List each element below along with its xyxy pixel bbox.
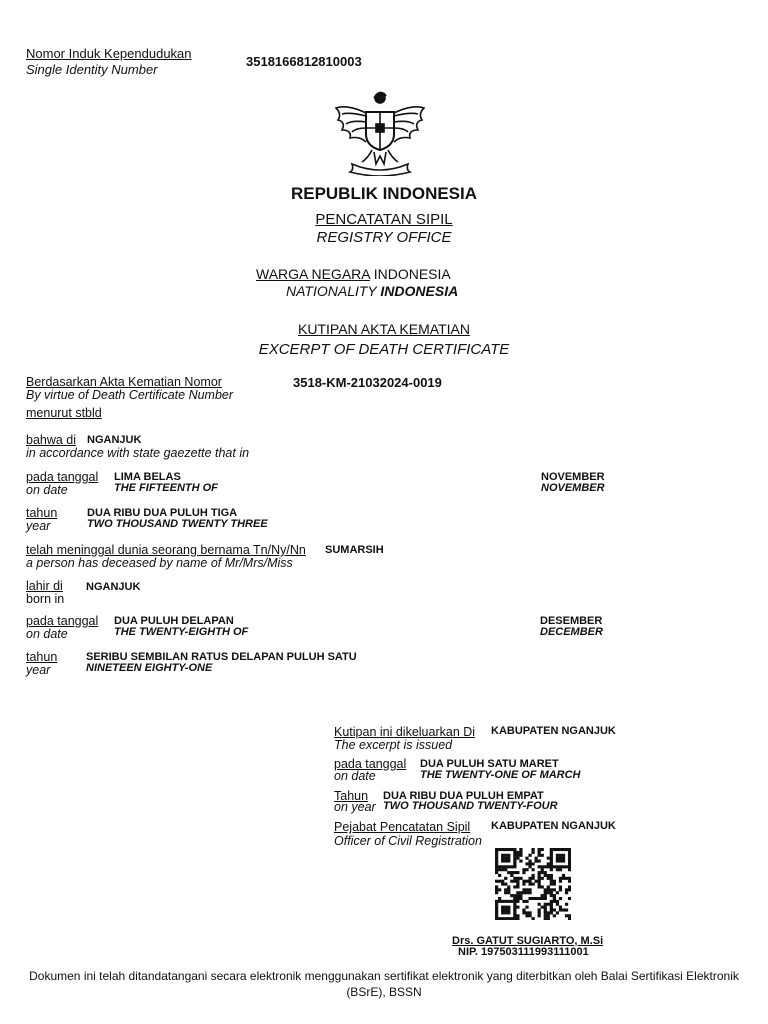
e-signature-notice: Dokumen ini telah ditandatangani secara elektronik menggunakan sertifikat elektronik yang diterbitkan oleh Balai Sertifikasi Elektronik (BSrE), BSSN	[29, 969, 739, 999]
death-year-value: DUA RIBU DUA PULUH TIGA	[87, 507, 238, 519]
signer-nip: NIP. 197503111993111001	[458, 946, 589, 958]
qr-code-icon	[495, 848, 571, 920]
born-place: NGANJUK	[86, 581, 141, 593]
death-month: NOVEMBER	[541, 471, 605, 483]
birth-date-label: pada tanggal	[26, 614, 99, 628]
cert-label-en: By virtue of Death Certificate Number	[26, 388, 234, 402]
birth-year-value: SERIBU SEMBILAN RATUS DELAPAN PULUH SATU	[86, 651, 357, 663]
death-month-en: NOVEMBER	[541, 482, 605, 494]
office-title-en: REGISTRY OFFICE	[316, 229, 452, 246]
nationality-value: INDONESIA	[373, 266, 451, 282]
issued-label-en: The excerpt is issued	[334, 738, 453, 752]
issue-year-label-en: on year	[334, 800, 376, 814]
birth-date-value: DUA PULUH DELAPAN	[114, 615, 234, 627]
stbld-label: menurut stbld	[26, 406, 102, 420]
deceased-label-en: a person has deceased by name of Mr/Mrs/Miss	[26, 556, 293, 570]
birth-month: DESEMBER	[540, 615, 603, 627]
garuda-emblem-icon	[328, 84, 432, 176]
office-title: PENCATATAN SIPIL	[315, 211, 453, 228]
country-title: REPUBLIK INDONESIA	[290, 184, 478, 203]
official-place: KABUPATEN NGANJUK	[491, 820, 616, 832]
nationality-row-en	[286, 283, 458, 299]
death-date-value-en: THE FIFTEENTH OF	[114, 482, 218, 494]
cert-label: Berdasarkan Akta Kematian Nomor	[26, 375, 222, 389]
issue-year-value: DUA RIBU DUA PULUH EMPAT	[383, 790, 544, 802]
issue-year-value-en: TWO THOUSAND TWENTY-FOUR	[383, 800, 558, 812]
issue-date-label-en: on date	[334, 769, 376, 783]
issued-place: KABUPATEN NGANJUK	[491, 725, 616, 737]
death-date-label-en: on date	[26, 483, 68, 497]
birth-year-value-en: NINETEEN EIGHTY-ONE	[86, 662, 213, 674]
death-date-label: pada tanggal	[26, 470, 99, 484]
birth-month-en: DECEMBER	[540, 626, 603, 638]
birth-year-label-en: year	[26, 663, 51, 677]
doc-title-en: EXCERPT OF DEATH CERTIFICATE	[258, 341, 510, 358]
deceased-label: telah meninggal dunia seorang bernama Tn/Ny/Nn	[26, 543, 306, 557]
death-year-value-en: TWO THOUSAND TWENTY THREE	[87, 518, 268, 530]
official-label-en: Officer of Civil Registration	[334, 834, 482, 848]
cert-number: 3518-KM-21032024-0019	[293, 375, 442, 390]
nationality-label-en: NATIONALITY	[286, 283, 377, 299]
official-label: Pejabat Pencatatan Sipil	[334, 820, 471, 834]
born-label: lahir di	[26, 579, 63, 593]
nik-label: Nomor Induk Kependudukan	[26, 46, 192, 61]
death-date-value: LIMA BELAS	[114, 471, 181, 483]
nik-label-en: Single Identity Number	[26, 62, 158, 77]
deceased-name: SUMARSIH	[325, 544, 384, 556]
issue-date-label: pada tanggal	[334, 757, 407, 771]
place-label: bahwa di	[26, 433, 77, 447]
issue-date-value-en: THE TWENTY-ONE OF MARCH	[420, 769, 581, 781]
doc-title: KUTIPAN AKTA KEMATIAN	[298, 321, 470, 337]
birth-year-label: tahun	[26, 650, 58, 664]
issue-year-label: Tahun	[334, 789, 369, 803]
death-year-label: tahun	[26, 506, 58, 520]
nik-value: 3518166812810003	[246, 54, 362, 69]
death-year-label-en: year	[26, 519, 51, 533]
signer-name: Drs. GATUT SUGIARTO, M.Si	[452, 935, 604, 947]
birth-date-value-en: THE TWENTY-EIGHTH OF	[114, 626, 249, 638]
nationality-label: WARGA NEGARA	[256, 266, 370, 282]
issued-label: Kutipan ini dikeluarkan Di	[334, 725, 476, 739]
birth-date-label-en: on date	[26, 627, 68, 641]
issue-date-value: DUA PULUH SATU MARET	[420, 758, 559, 770]
born-label-en: born in	[26, 592, 65, 606]
nationality-value-en: INDONESIA	[380, 283, 459, 299]
place-label-en: in accordance with state gaezette that in	[26, 446, 250, 460]
place-value: NGANJUK	[87, 434, 142, 446]
nationality-row	[256, 266, 451, 282]
